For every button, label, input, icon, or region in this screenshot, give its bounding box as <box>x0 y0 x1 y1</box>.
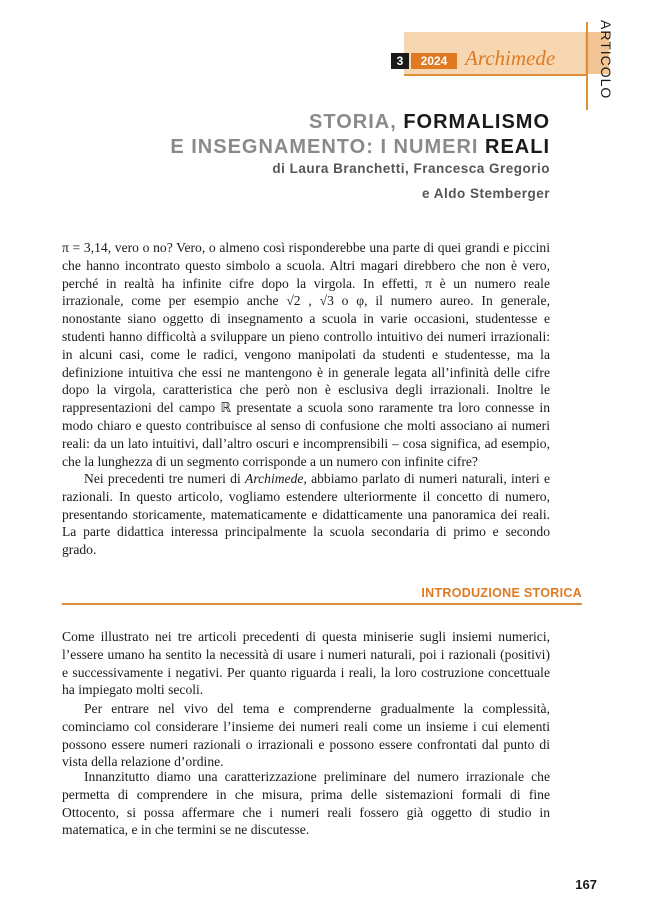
intro-p2-magazine-italic: Archimede, <box>245 471 307 486</box>
year-badge: 2024 <box>411 53 457 69</box>
article-authors <box>272 156 550 206</box>
section-paragraph-2: Per entrare nel vivo del tema e comprenderne gradualmente la complessità, cominciamo col considerare l’insieme dei numeri reali come un insieme i cui elementi possono essere numeri razionali o irrazionali e possono essere confrontati dal punto di vista della relazione d’ordine. <box>62 701 550 770</box>
title-part-5: REALI <box>485 136 550 158</box>
section-label: ARTICOLO <box>598 20 614 100</box>
title-part-1: STORIA, <box>309 111 397 133</box>
section-heading: INTRODUZIONE STORICA <box>421 586 582 600</box>
section-rule <box>62 603 582 605</box>
authors-line-2: e Aldo Stemberger <box>421 186 550 201</box>
title-part-3: E INSEGNAMENTO: <box>170 136 374 158</box>
section-paragraph-3: Innanzitutto diamo una caratterizzazione preliminare del numero irrazionale che permetta di comprendere in che misura, prima delle sistemazioni formali di fine Ottocento, si possa affermare che i numeri reali fossero già oggetto di studio in matematica, e in che termini se ne discutesse. <box>62 769 550 838</box>
authors-line-1: di Laura Branchetti, Francesca Gregorio <box>272 161 550 176</box>
article-title <box>170 110 550 160</box>
title-part-4: I NUMERI <box>380 136 479 158</box>
header-vertical-rule <box>586 22 588 110</box>
intro-paragraph-1: π = 3,14, vero o no? Vero, o almeno così risponderebbe una parte di quei grandi e piccini che hanno incontrato questo simbolo a scuola. Altri magari direbbero che non è vero, perché in realtà ha infinite cifre dopo la virgola. In effetti, π è un numero reale irrazionale, come per esempio anche √2 , √3 o φ, il numero aureo. In generale, nonostante siano oggetto di insegnamento a scuola in varie occasioni, studentesse e studenti hanno difficoltà a sviluppare un pieno controllo intuitivo dei numeri irrazionali: in alcuni casi, come le radici, vengono manipolati da studenti e studentesse, ma la definizione intuitiva che essi ne mantengono è in generale legata all’infinità delle cifre dopo la virgola, caratteristica che però non è esclusiva degli irrazionali. Inoltre le rappresentazioni del campo ℝ presentate a scuola sono raramente tra loro connesse in modo chiaro e questo contribuisce al senso di confusione che molti associano ai numeri reali: da un lato intuitivi, dall’altro oscuri e incomprensibili – cosa significa, ad esempio, che la lunghezza di un segmento corrisponde a un numero con infinite cifre? <box>62 240 550 469</box>
intro-paragraph-2 <box>62 470 550 559</box>
section-paragraph-1: Come illustrato nei tre articoli precedenti di questa miniserie sugli insiemi numerici, l’essere umano ha sentito la necessità di usare i numeri naturali, poi i razionali (positivi) e successivamente i negativi. Per quanto riguarda i reali, la loro costruzione concettuale ha impiegato molti secoli. <box>62 629 550 698</box>
intro-p2-text-before: Nei precedenti tre numeri di <box>84 471 246 486</box>
intro-p2-text-after: abbiamo parlato di numeri naturali, interi e razionali. In questo articolo, vogliamo estendere ulteriormente il concetto di numero, presentando storicamente, matematicamente e didatticamente una panoramica dei reali. La parte didattica interessa principalmente la scuola secondaria di primo e secondo grado. <box>62 471 551 558</box>
page-number: 167 <box>575 877 597 892</box>
magazine-name: Archimede <box>465 46 556 70</box>
title-part-2: FORMALISMO <box>403 111 550 133</box>
header-horizontal-rule <box>404 74 586 76</box>
issue-number-badge: 3 <box>391 53 409 69</box>
